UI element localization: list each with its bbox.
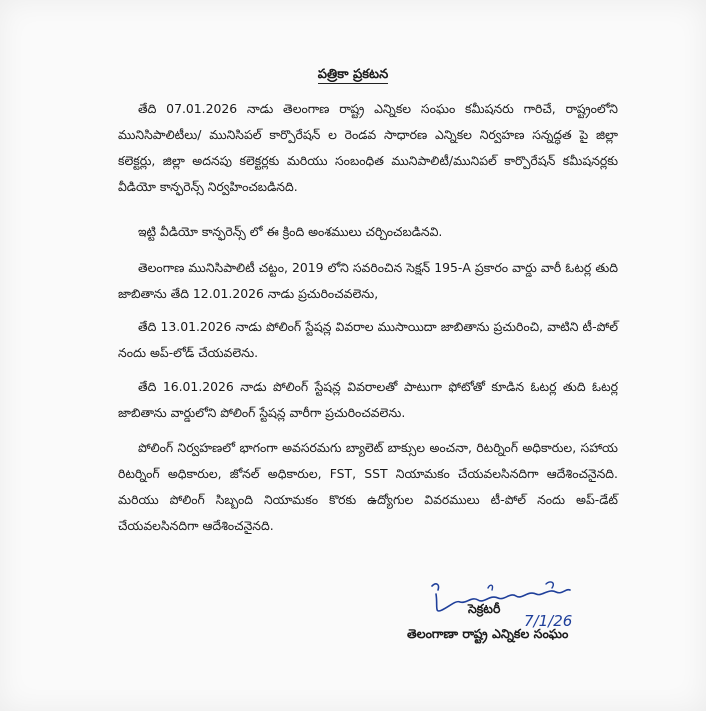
paragraph-draft-polling-stations: తేది 13.01.2026 నాడు పోలింగ్ స్టేషన్ల వివరాల ముసాయిదా జాబితాను ప్రచురించి, వాటిని టీ-పోల్ నందు అప్-లోడ్ చేయవలెను. [118, 319, 618, 360]
paragraph-discussion-intro: ఇట్టి వీడియో కాన్ఫరెన్స్ లో ఈ క్రింది అంశములు చర్చించబడినవి. [138, 224, 443, 239]
document-title-text: పత్రికా ప్రకటన [317, 67, 389, 82]
paragraph-video-conference: తేది 07.01.2026 నాడు తెలంగాణ రాష్ట్ర ఎన్నికల సంఘం కమీషనరు గారిచే, రాష్ట్రంలోని మునిసిపాలిటీలు/ మునిసిపల్ కార్పొరేషన్ ల రెండవ సాధారణ ఎన్నికల నిర్వహణ సన్నద్ధత పై జిల్లా కలెక్టర్లు, జిల్లా అదనపు కలెక్టర్లకు మరియు సంబంధిత మునిపాలిటీ/మునిపల్ కార్పొరేషన్ కమీషనర్లకు వీడియో కాన్ఫరెన్స్ నిర్వహించబడినది. [118, 101, 618, 194]
handwritten-date-text: 7/1/26 [524, 612, 573, 630]
paragraph-polling-officials: పోలింగ్ నిర్వహణలో భాగంగా అవసరమగు బ్యాలెట్ బాక్సుల అంచనా, రిటర్నింగ్ అధికారుల, సహాయ రిటర్నింగ్ అధికారుల, జోనల్ అధికారుల, FST, SST నియామకం చేయవలసినదిగా ఆదేశించనైనది. మరియు పోలింగ్ సిబ్బంది నియామకం కొరకు ఉద్యోగుల వివరములు టీ-పోల్ నందు అప్-డేట్ చేయవలసినదిగా ఆదేశించనైనది. [118, 440, 618, 533]
signatory-designation: సెక్రటరీ [468, 601, 501, 616]
paragraph-photo-voter-list: తేది 16.01.2026 నాడు పోలింగ్ స్టేషన్ల వివరాలతో పాటుగా ఫోటోతో కూడిన ఓటర్ల తుది ఓటర్ల జాబితాను వార్డులోని పోలింగ్ స్టేషన్ల వారీగా ప్రచురించవలెను. [118, 379, 618, 420]
signatory-organization: తెలంగాణా రాష్ట్ర ఎన్నికల సంఘం [407, 626, 569, 641]
paragraph-final-voter-list: తెలంగాణ మునిసిపాలిటీ చట్టం, 2019 లోని సవరించిన సెక్షన్ 195-A ప్రకారం వార్డు వారీ ఓటర్ల తుది జాబితాను తేది 12.01.2026 నాడు ప్రచురించవలెను, [118, 260, 618, 301]
document-title [0, 67, 706, 85]
